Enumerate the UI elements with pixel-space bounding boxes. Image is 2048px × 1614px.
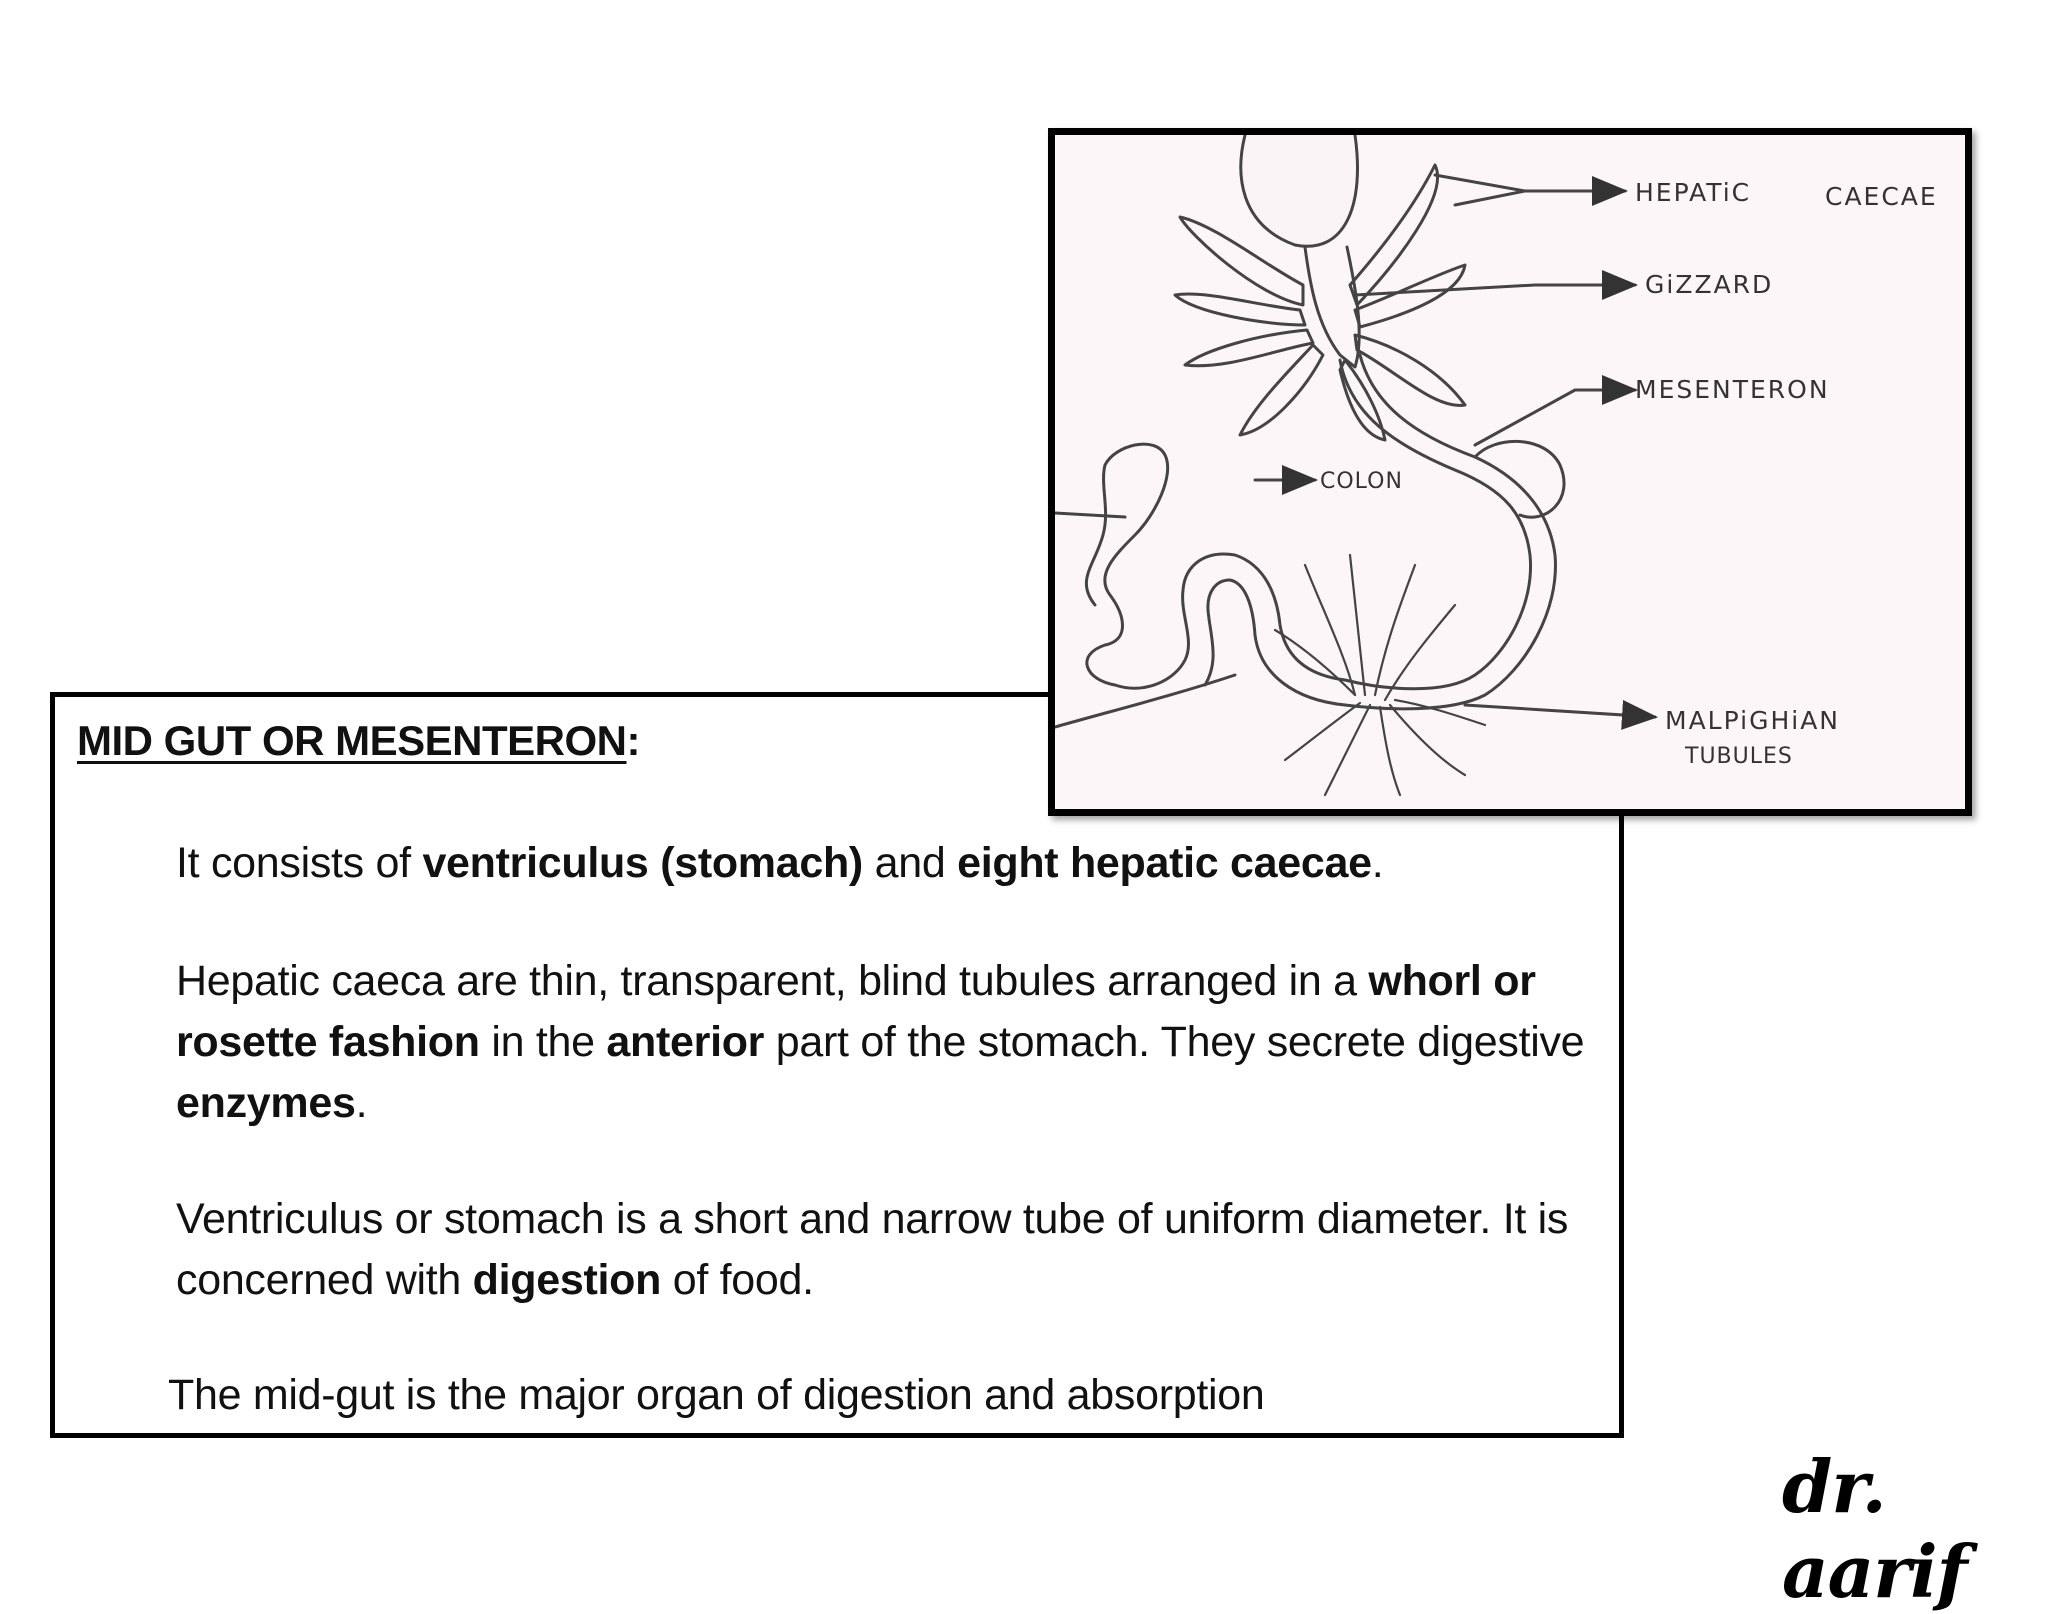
text-run: Hepatic caeca are thin, transparent, blind tubules arranged in a (176, 957, 1369, 1005)
label-mesenteron: MESENTERON (1635, 375, 1830, 404)
mesenteron-tube (1340, 360, 1531, 689)
bold-term: digestion (472, 1256, 662, 1304)
text-run: The mid-gut is the major organ of digestion and absorption (168, 1371, 1265, 1419)
paragraph-summary (168, 1365, 1588, 1426)
heading-title: MID GUT OR MESENTERON (77, 717, 627, 764)
paragraph-composition (176, 833, 1596, 894)
pointer-gizzard (1355, 285, 1635, 295)
text-run: part of the stomach. They secrete digestive (764, 1018, 1585, 1066)
diagram-svg (1055, 135, 1965, 809)
bold-term: anterior (606, 1018, 765, 1066)
bold-term: ventriculus (stomach) (422, 839, 863, 887)
label-caecae: CAECAE (1825, 182, 1938, 211)
text-run: in the (479, 1018, 607, 1066)
caecum-3 (1185, 330, 1313, 366)
text-run: Ventriculus or stomach is a short and narrow tube of uniform diameter. It is concerned with (176, 1195, 1569, 1304)
section-heading (77, 717, 640, 765)
bold-term: whorl or rosette fashion (176, 957, 1536, 1066)
bold-term: enzymes (176, 1079, 356, 1127)
mesenteron-loop (1475, 441, 1564, 517)
pointer-left-1 (1055, 513, 1125, 517)
text-run: and (862, 839, 958, 887)
caecum-7 (1355, 335, 1465, 405)
label-tubules: TUBULES (1685, 744, 1793, 769)
label-malpighian: MALPiGHiAN (1665, 706, 1840, 735)
gizzard-outline (1305, 247, 1359, 367)
rectum (1086, 444, 1167, 685)
pointer-mesenteron (1475, 390, 1635, 445)
caecum-6 (1355, 265, 1465, 327)
pointer-left-2 (1055, 675, 1235, 727)
paragraph-ventriculus (176, 1189, 1596, 1311)
text-run: It consists of (176, 839, 423, 887)
text-run: . (1371, 839, 1384, 887)
crop-outline (1241, 135, 1358, 246)
digestive-system-diagram (1048, 128, 1972, 816)
colon-tube (1115, 554, 1345, 688)
label-gizzard: GiZZARD (1645, 270, 1774, 299)
paragraph-hepatic-caeca (176, 951, 1596, 1134)
caecum-8 (1340, 360, 1385, 440)
label-colon: COLON (1320, 469, 1403, 494)
pointer-hepatic (1435, 175, 1625, 191)
label-hepatic: HEPATiC (1635, 178, 1752, 207)
text-run: of food. (661, 1256, 814, 1304)
malpighian-tubules (1275, 555, 1485, 795)
text-run: . (355, 1079, 368, 1127)
bold-term: eight hepatic caecae (957, 839, 1372, 887)
pointer-malpighian (1465, 705, 1655, 717)
caecum-5 (1350, 165, 1438, 305)
heading-colon: : (626, 717, 641, 764)
author-signature: dr. aarif (1782, 1444, 1967, 1614)
